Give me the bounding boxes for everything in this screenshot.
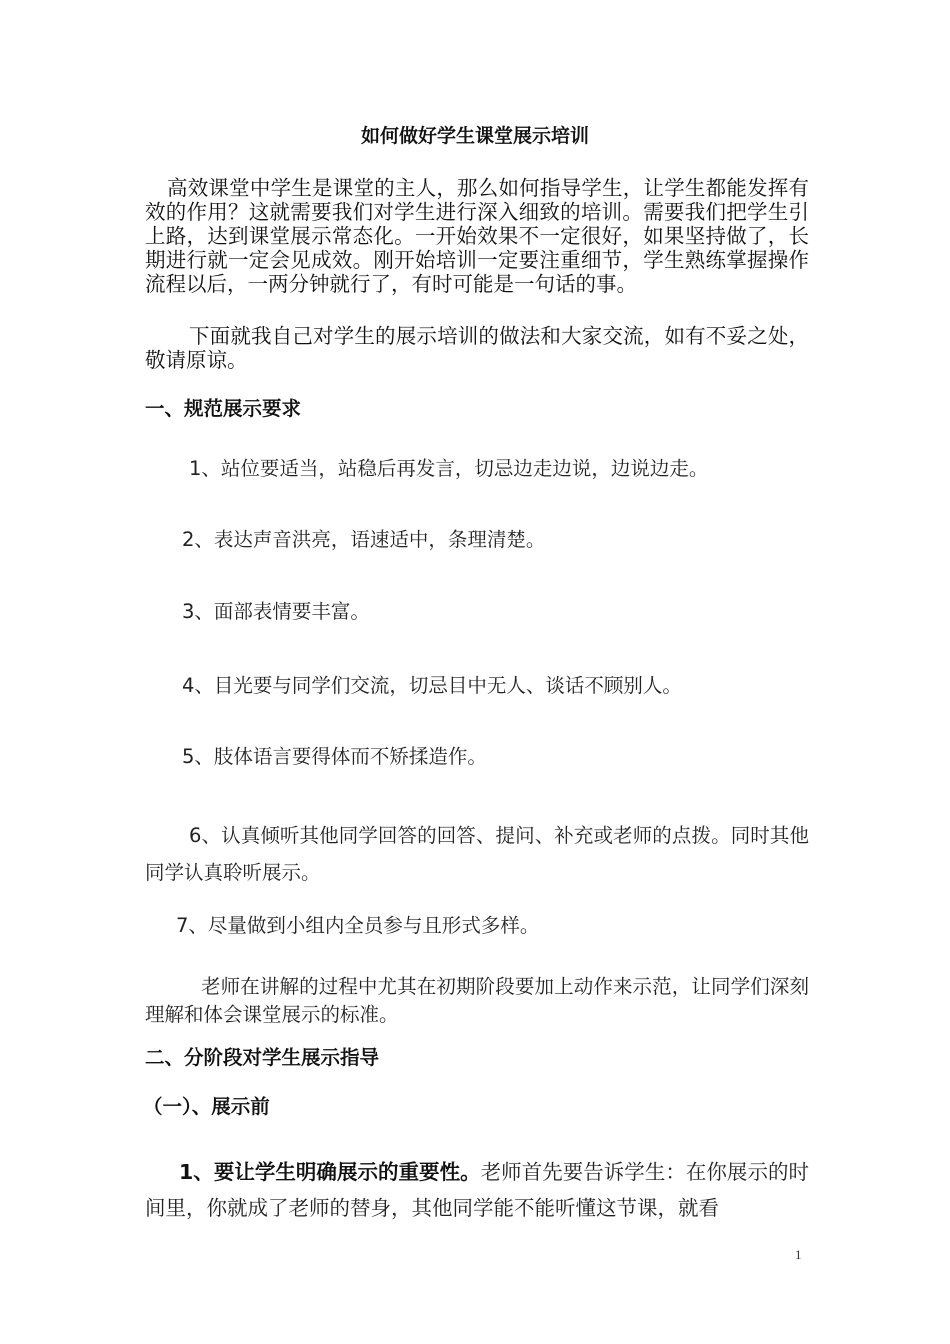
requirement-text: 、认真倾听其他同学回答的回答、提问、补充或老师的点拨。同时其他同学认真聆听展示。 [145,824,809,884]
intro-paragraph-1: 高效课堂中学生是课堂的主人，那么如何指导学生，让学生都能发挥有效的作用？这就需要我们对学生进行深入细致的培训。需要我们把学生引上路，达到课堂展示常态化。一开始效果不一定很好，如果坚持做了，长期进行就一定会见成效。刚开始培训一定要注重细节，学生熟练掌握操作流程以后，一两分钟就行了，有时可能是一句话的事。 [145,176,809,296]
point-1-text: 老师首先要告诉学生：在你展示的时间里，你就成了老师的替身，其他同学能不能听懂这节课，就看 [145,1160,810,1220]
requirement-item-6 [145,817,809,891]
requirement-item-1 [189,457,708,481]
section-1-heading: 一、规范展示要求 [145,397,302,420]
document-title: 如何做好学生课堂展示培训 [360,125,589,147]
requirement-item-2 [182,528,545,552]
requirement-item-3 [182,600,370,624]
requirement-number: 2 [182,528,195,551]
section-2-point-1 [145,1154,809,1226]
section-2-subheading: （一）、展示前 [143,1095,270,1118]
intro-paragraph-2: 下面就我自己对学生的展示培训的做法和大家交流，如有不妥之处，敬请原谅。 [145,324,809,372]
requirement-number: 5 [182,745,195,768]
requirement-text: 、尽量做到小组内全员参与且形式多样。 [188,914,540,937]
requirement-number: 1 [189,457,202,480]
requirement-text: 、站位要适当，站稳后再发言，切忌边走边说，边说边走。 [201,457,709,480]
requirement-number: 4 [182,674,195,697]
requirement-item-5 [182,745,487,769]
requirement-text: 、肢体语言要得体而不矫揉造作。 [194,745,487,768]
requirement-text: 、目光要与同学们交流，切忌目中无人、谈话不顾别人。 [194,674,682,697]
requirement-number: 7 [176,914,189,937]
section-1-note: 老师在讲解的过程中尤其在初期阶段要加上动作来示范，让同学们深刻理解和体会课堂展示的标准。 [145,975,809,1026]
requirement-number: 6 [189,824,202,847]
requirement-number: 3 [182,600,195,623]
requirement-item-7 [176,914,539,938]
requirement-text: 、面部表情要丰富。 [194,600,370,623]
requirement-item-4 [182,674,682,698]
page-number: 1 [795,1247,802,1262]
section-2-heading: 二、分阶段对学生展示指导 [145,1046,380,1069]
point-1-lead: 1、要让学生明确展示的重要性。 [179,1160,481,1184]
requirement-text: 、表达声音洪亮，语速适中，条理清楚。 [194,528,546,551]
